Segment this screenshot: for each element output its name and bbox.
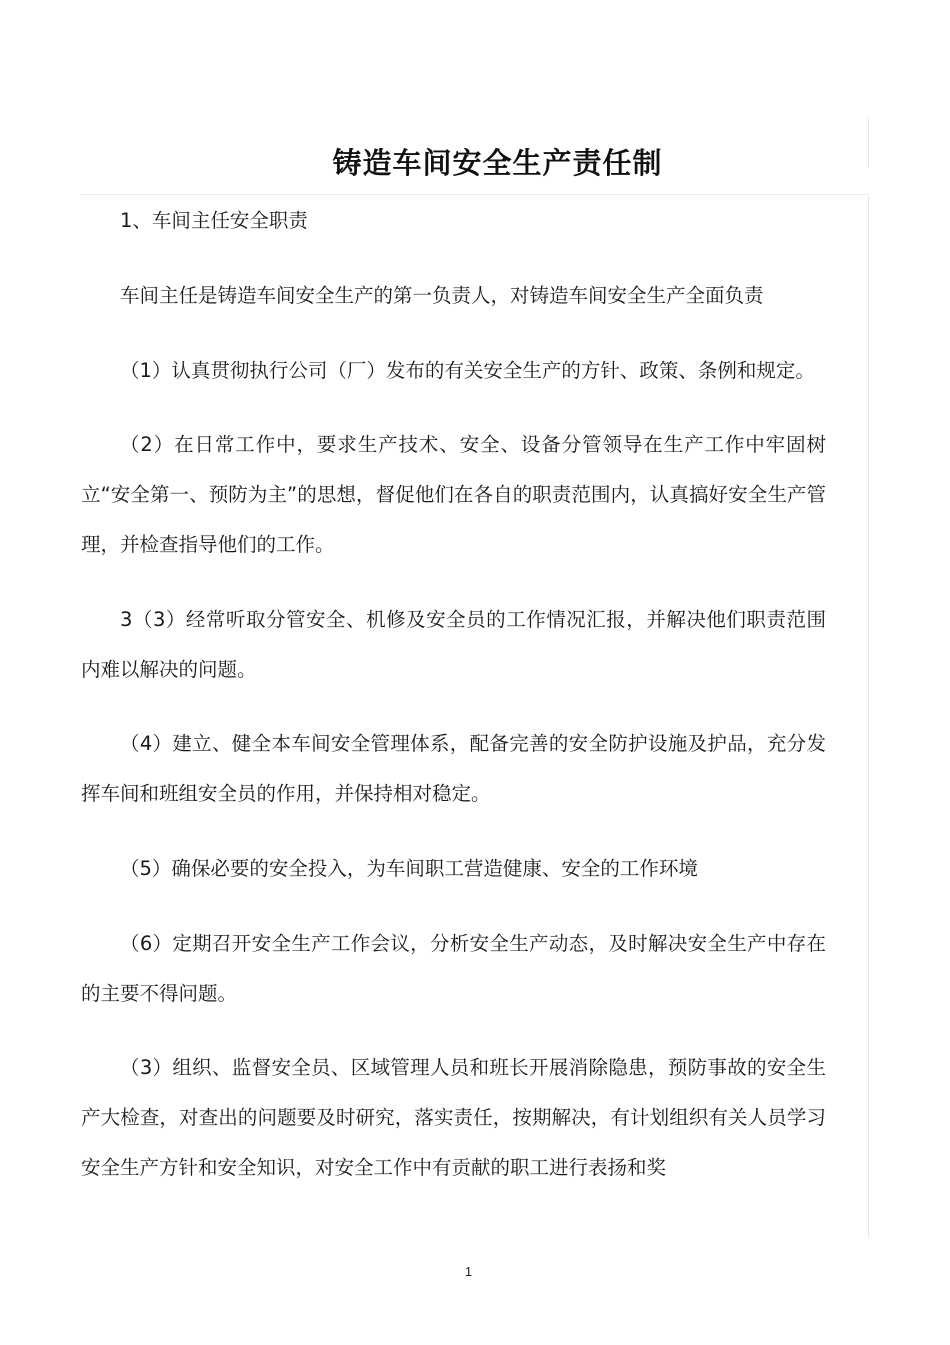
paragraph: （4）建立、健全本车间安全管理体系，配备完善的安全防护设施及护品，充分发挥车间和班组安全员的作用，并保持相对稳定。	[81, 732, 826, 806]
paragraph: （1）认真贯彻执行公司（厂）发布的有关安全生产的方针、政策、条例和规定。	[120, 358, 815, 382]
paragraph: （3）组织、监督安全员、区域管理人员和班长开展消除隐患，预防事故的安全生产大检查，对查出的问题要及时研究，落实责任，按期解决，有计划组织有关人员学习安全生产方针和安全知识，对安全工作中有贡献的职工进行表扬和奖	[81, 1056, 826, 1179]
paragraph: 车间主任是铸造车间安全生产的第一负责人，对铸造车间安全生产全面负责	[120, 283, 764, 307]
page-number: 1	[464, 1264, 473, 1279]
paragraph: （5）确保必要的安全投入，为车间职工营造健康、安全的工作环境	[120, 856, 698, 880]
paragraph: （6）定期召开安全生产工作会议，分析安全生产动态，及时解决安全生产中存在的主要不得问题。	[81, 931, 826, 1005]
paragraph: 3（3）经常听取分管安全、机修及安全员的工作情况汇报，并解决他们职责范围内难以解决的问题。	[81, 607, 826, 681]
section-heading: 1、车间主任安全职责	[120, 209, 308, 232]
document-title: 铸造车间安全生产责任制	[332, 146, 663, 181]
paragraph: （2）在日常工作中，要求生产技术、安全、设备分管领导在生产工作中牢固树立“安全第一、预防为主”的思想，督促他们在各自的职责范围内，认真搞好安全生产管理，并检查指导他们的工作。	[81, 433, 826, 556]
document-body	[81, 196, 826, 1193]
header-divider	[80, 194, 869, 195]
page-edge-line	[868, 196, 869, 1238]
